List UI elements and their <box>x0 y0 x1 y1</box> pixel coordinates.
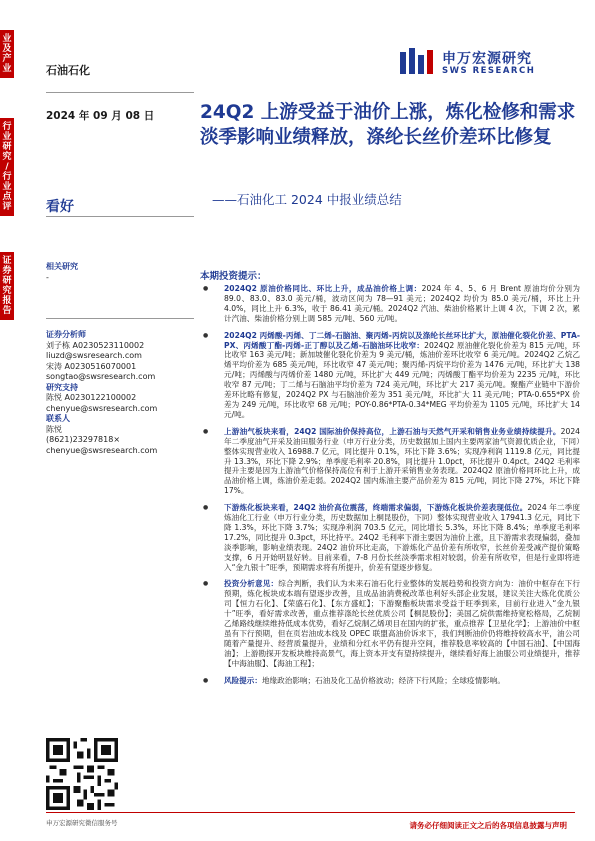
strip-report-type <box>0 118 14 216</box>
strip-char: 究 <box>2 152 12 162</box>
summary-bullet <box>200 284 580 324</box>
analyst-email[interactable]: liuzd@swsresearch.com <box>46 351 142 360</box>
bullet-lead: 投资分析意见： <box>224 579 279 589</box>
divider <box>46 92 194 93</box>
bullet-lead: 2024Q2 丙烯酸-丙烯、丁二烯-石脑油、聚丙烯-丙烷以及涤纶长丝环比扩大，原油催化裂化价差、PTA-PX、丙烯酸丁酯-丙烯-正丁醇以及乙烯-石脑油环比收窄： <box>224 330 580 350</box>
bullet-text: 2024 年 4、5、6 月 Brent 原油均价分别为 89.0、83.0、83.0 美元/桶，波动区间为 78—91 美元；2024Q2 均价为 85.0 美元/桶，环比上升 4.0%，同比上升 6.3%，收于 86.41 美元/桶。2024Q2 汽油、柴油价格累计上调 4 次，下调 2 次，累计汽油、柴油价格分别上调 585 元/吨、560 元/吨。 <box>224 284 581 323</box>
summary-heading: 本期投资提示： <box>200 271 267 282</box>
strip-securities-research <box>0 252 14 320</box>
bullet-lead: 下游炼化板块来看，24Q2 油价高位震荡，终端需求偏弱，下游炼化板块价差表现低位。 <box>224 503 528 513</box>
report-title: 24Q2 上游受益于油价上涨，炼化检修和需求淡季影响业绩释放，涤纶长丝价差环比修复 <box>200 102 576 148</box>
bullet-lead: 上游油气板块来看，24Q2 国际油价保持高位，上游石油与天然气开采和销售业务业绩持续提升。 <box>224 426 561 436</box>
bullet-text: 2024 年二季度炼油化工行业（申万行业分类，历史数据加上桐昆股份，下同）整体实现营业收入 17941.3 亿元，同比下降 1.3%，环比下降 3.7%；实现净利润 703.5 亿元，同比增长 5.3%，环比下降 8.4%；单季度毛利率 17.2%，同比提升 0.3pct，环比持平。24Q2 毛利率下滑主要因为油价上涨，且下游需求表现偏弱，叠加淡季影响，影响业绩表现。24Q2 油价环比走高，下游炼化产品价差有所收窄，长丝价差受减产提价策略支撑，6 月开始明显好转。目前来看，7-8 月份长丝淡季需求相对较弱，价差有所收窄，但是行业即将进入“金九银十”旺季，预期需求将有所提升，价差有望逐步修复。 <box>224 503 580 572</box>
report-date: 2024 年 09 月 08 日 <box>46 110 155 122</box>
strip-char: 业 <box>2 132 12 142</box>
report-subtitle: ——石油化工 2024 中报业绩总结 <box>212 192 402 207</box>
contact-name: 陈悦 <box>46 424 62 434</box>
strip-char: 及 <box>2 44 12 54</box>
qr-label: 申万宏源研究微信服务号 <box>46 819 118 827</box>
strip-char: 证 <box>2 256 12 266</box>
strip-char: 产 <box>2 54 12 64</box>
left-vertical-strip <box>0 0 14 841</box>
summary-bullet <box>200 503 580 572</box>
contact-email[interactable]: chenyue@swsresearch.com <box>46 445 158 455</box>
industry-name: 石油石化 <box>46 64 90 77</box>
qr-code-icon[interactable] <box>46 738 118 810</box>
footer-divider <box>46 812 575 813</box>
related-research-value: - <box>46 272 49 282</box>
strip-char: 业 <box>2 64 12 74</box>
strip-char: 报 <box>2 296 12 306</box>
related-research-label: 相关研究 <box>46 262 78 271</box>
analyst-line: 宋涛 A0230516070001 <box>46 361 137 371</box>
summary-bullets <box>200 284 580 693</box>
analysts-block <box>46 330 196 456</box>
strip-industry-label <box>0 30 14 78</box>
strip-char: / <box>5 162 9 172</box>
analyst-email[interactable]: songtao@swsresearch.com <box>46 372 156 381</box>
bullet-lead: 风险提示： <box>224 675 262 685</box>
bullet-text: 综合判断，我们认为未来石油石化行业整体的发展趋势和投资方向为：油价中枢存在下行预期，炼化板块成本端有望逐步改善，且成品油消费税改革也利好头部企业发展，建议关注大炼化优质公司【恒力石化】、【荣盛石化】、【东方盛虹】；下游聚酯板块需求受益于旺季到来，目前行业进入“金九银十”旺季，看好需求改善，重点推荐涤纶长丝优质公司【桐昆股份】；美国乙烷供需维持宽松格局，乙烷制乙烯路线继续维持低成本优势，看好乙烷制乙烯项目在国内的扩张，重点推荐【卫星化学】；上游油价中枢虽有下行预期，但在页岩油成本线及 OPEC 联盟高油价诉求下，我们判断油价仍将维持较高水平，油公司随着产量提升、经营质量提升，业绩和分红水平仍有提升空间，推荐股息率较高的【中国石油】、【中国海油】；上游勘探开发板块维持高景气，海上资本开支有望持续提升，继续看好海上油服公司业绩提升，推荐【中海油服】、【海油工程】； <box>224 579 581 668</box>
related-research <box>46 262 196 283</box>
logo-chinese: 申万宏源研究 <box>442 51 532 67</box>
summary-bullet <box>200 331 580 420</box>
analysts-label: 证券分析师 <box>46 330 86 339</box>
strip-char: 行 <box>2 122 12 132</box>
strip-char: 告 <box>2 306 12 316</box>
assistant-line: 陈悦 A0230122100002 <box>46 393 137 402</box>
logo-english: SWS RESEARCH <box>442 66 536 76</box>
summary-bullet <box>200 676 580 686</box>
divider <box>46 318 194 319</box>
disclaimer-footer: 请务必仔细阅读正文之后的各项信息披露与声明 <box>409 821 567 830</box>
industry-rating: 看好 <box>46 199 74 215</box>
strip-char: 研 <box>2 142 12 152</box>
strip-char: 业 <box>2 34 12 44</box>
summary-bullet <box>200 427 580 496</box>
strip-char: 点 <box>2 192 12 202</box>
contact-label: 联系人 <box>46 414 70 423</box>
strip-char: 业 <box>2 182 12 192</box>
divider <box>46 216 194 217</box>
strip-char: 究 <box>2 286 12 296</box>
bullet-text: 2024Q2 原油催化裂化价差为 815 元/吨，环比收窄 163 美元/吨；新加坡催化裂化价差为 9 美元/桶，炼油价差环比收窄 6 美元/吨。2024Q2 乙烷乙烯平均价差为 685 美元/吨，环比收窄 47 美元/吨；聚丙烯-丙烷平均价差为 1476 元/吨，环比扩大 138 元/吨；丙烯酸与丙烯价差 1480 元/吨，环比扩大 449 元/吨；丙烯酸丁酯平均价差为 2235 元/吨，环比收窄 87 元/吨；丁二烯与石脑油平均价差为 724 美元/吨，环比扩大 217 美元/吨。聚酯产业链中下游价差环比略有修复，2024Q2 PX 与石脑油价差为 351 美元/吨，环比扩大 11 美元/吨；PTA-0.655*PX 价差为 249 元/吨，环比收窄 68 元/吨；POY-0.86*PTA-0.34*MEG 平均价差为 1105 元/吨，环比扩大 14 元/吨。 <box>224 340 580 419</box>
bullet-text: 2024 年二季度油气开采及油田服务行业（申万行业分类，历史数据加上国内主要两家油气资源优质企业，下同）整体实现营业收入 16988.7 亿元，同比提升 0.1%，环比下降 3.6%；实现净利润 1119.8 亿元，同比提升 13.3%，环比下降 2.9%；单季度毛利率 20.8%，同比提升 1.0pct，环比提升 0.4pct。24Q2 毛利率提升主要是因为上游油气价格保持高位有利于上游开采销售业务表现。2024Q2 原油价格同环比上升，成品油价格上调，炼油价差走弱。2024Q2 国内炼油主要产品价差为 815 元/吨，同比下降 27%，环比下降 17%。 <box>224 426 580 496</box>
contact-phone: (8621)23297818× <box>46 435 121 444</box>
sws-logo-icon <box>398 46 438 78</box>
strip-char: 券 <box>2 266 12 276</box>
bullet-lead: 2024Q2 原油价格同比、环比上升，成品油价格上调： <box>224 284 422 293</box>
bullet-text: 地缘政治影响；石油及化工品价格波动；经济下行风险；全球疫情影响。 <box>261 675 505 685</box>
strip-char: 研 <box>2 276 12 286</box>
assistant-label: 研究支持 <box>46 382 78 392</box>
summary-bullet <box>200 579 580 668</box>
assistant-email[interactable]: chenyue@swsresearch.com <box>46 403 158 413</box>
analyst-line: 刘子栋 A0230523110002 <box>46 340 145 350</box>
strip-char: 行 <box>2 172 12 182</box>
strip-char: 评 <box>2 202 12 212</box>
sws-logo <box>398 44 568 84</box>
